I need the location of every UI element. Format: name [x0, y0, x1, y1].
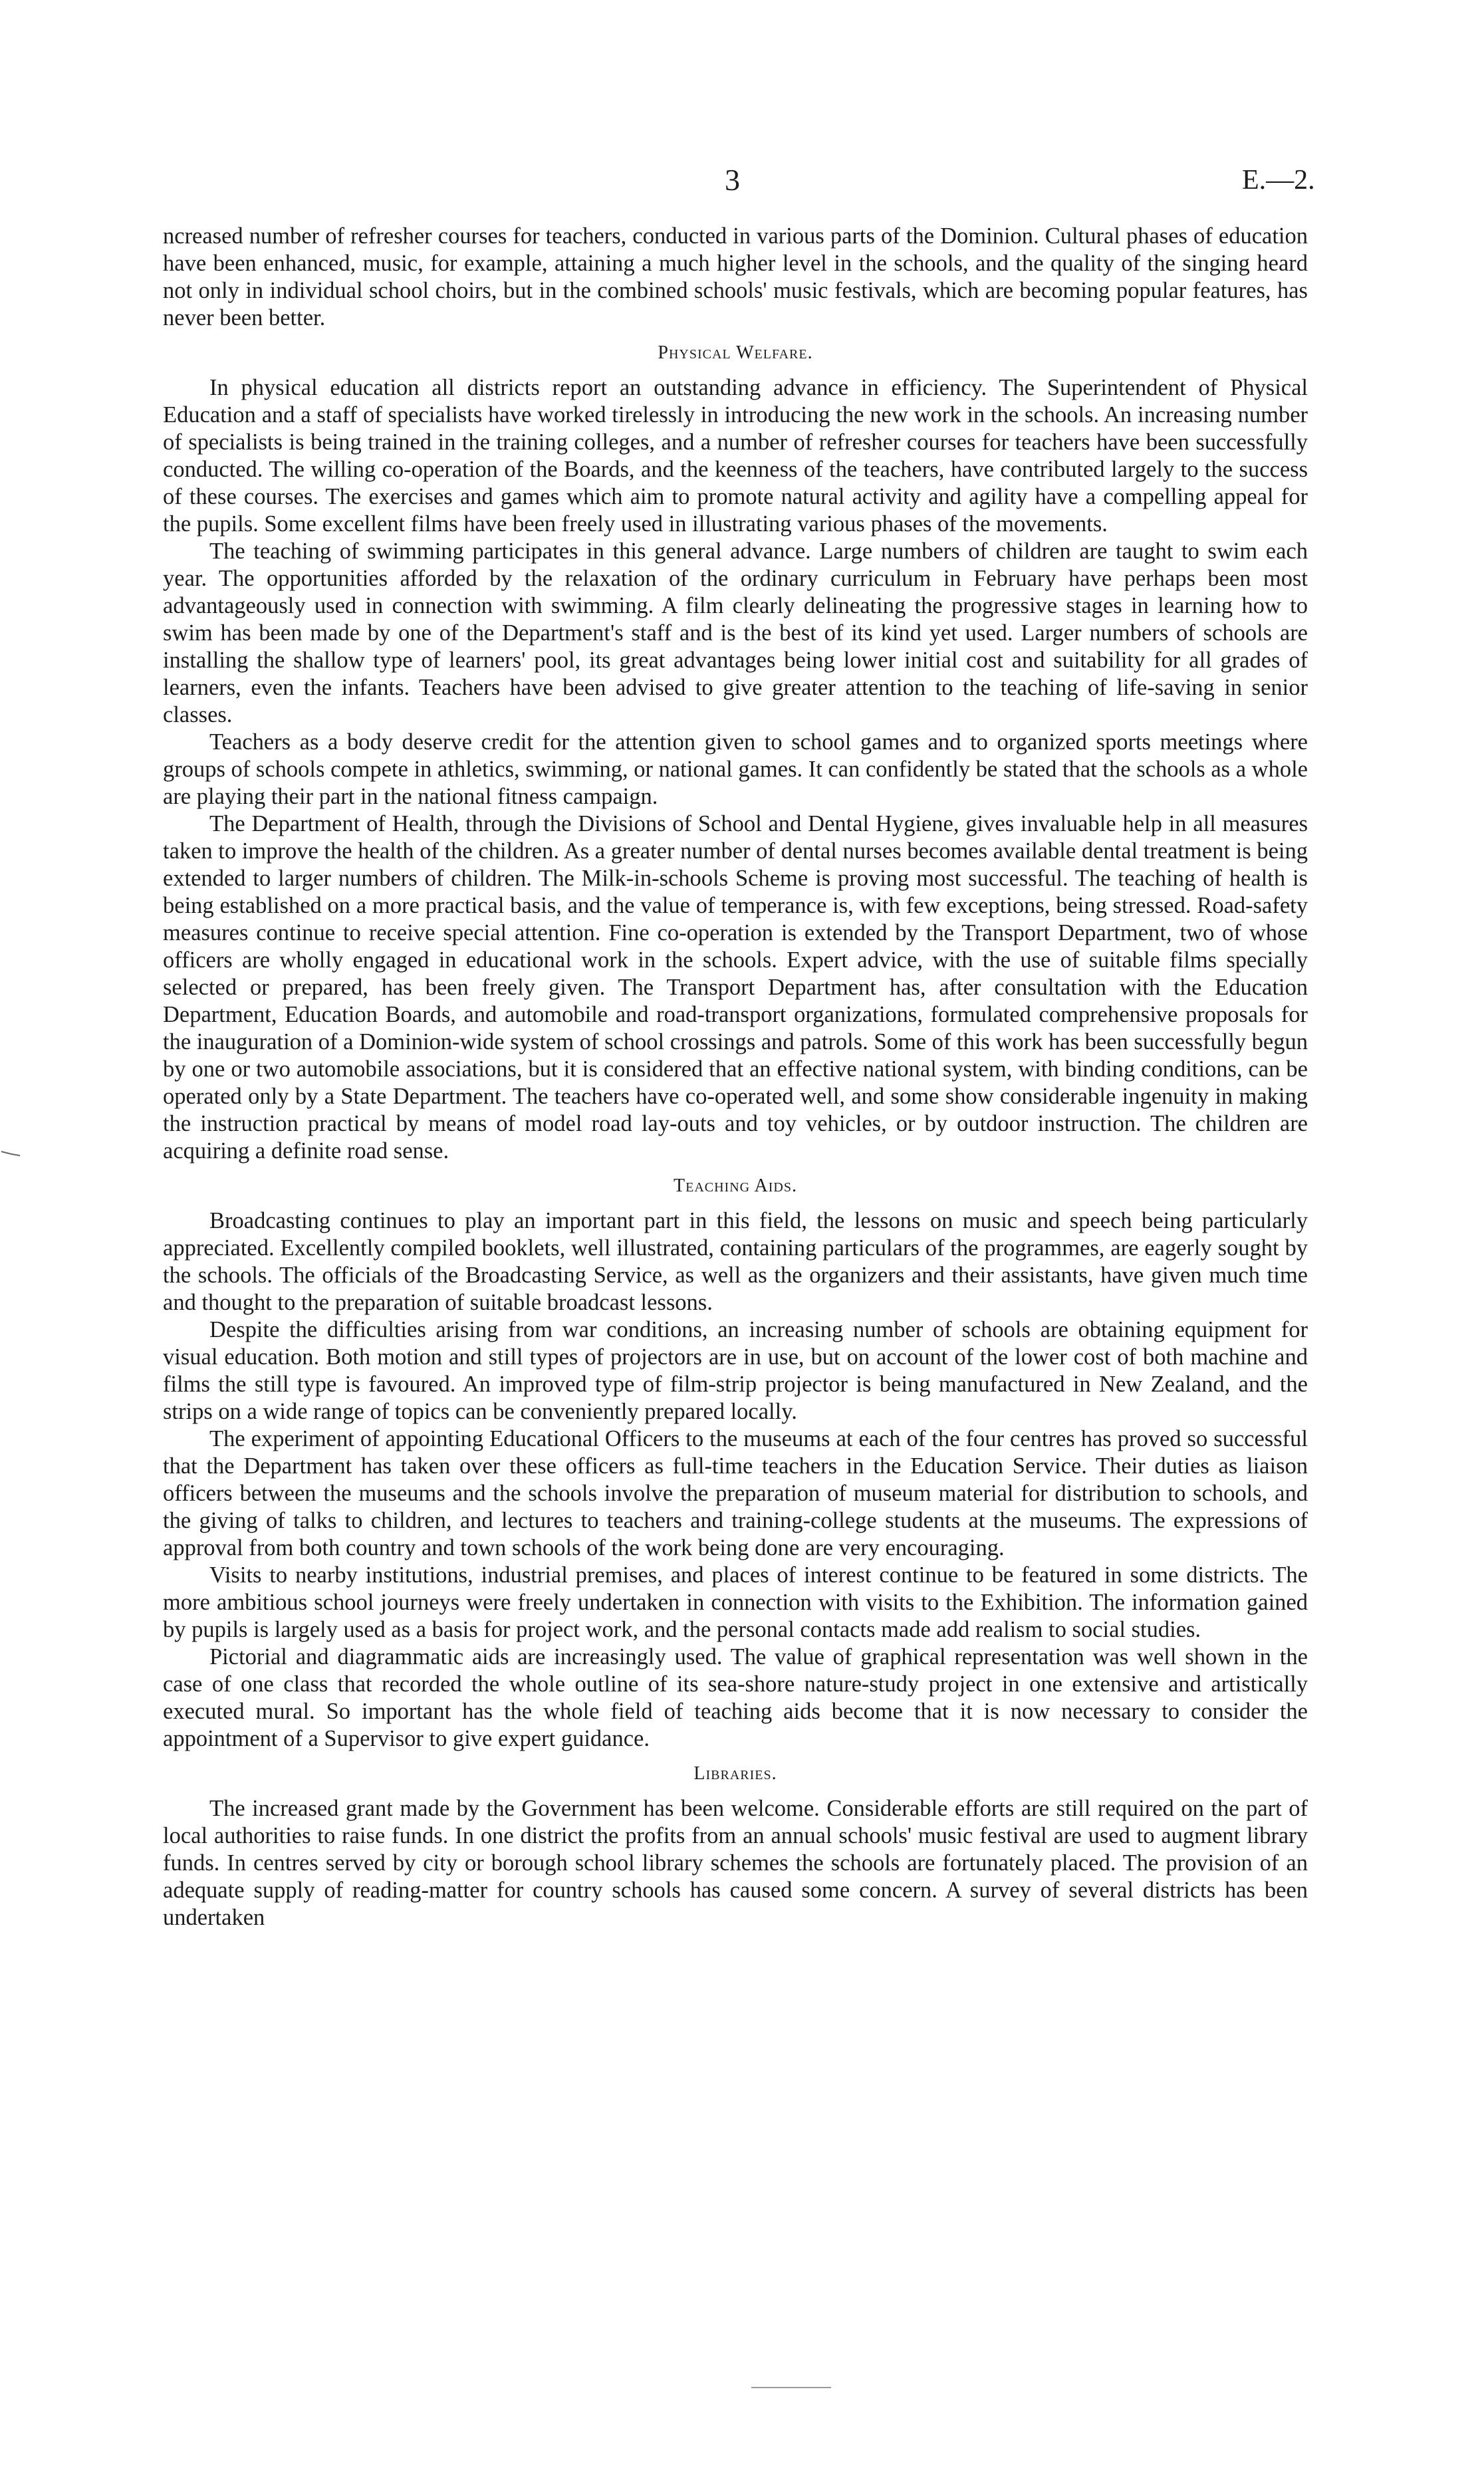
- paragraph: The teaching of swimming participates in this general advance. Large numbers of children are taught to swim each year. The opportunities afforded by the relaxation of the ordinary curriculum in February have perhaps been most advantageously used in connection with swimming. A film clearly delineating the progressive stages in learning how to swim has been made by one of the Department's staff and is the best of its kind yet used. Larger numbers of schools are installing the shallow type of learners' pool, its great advantages being lower initial cost and suitability for all grades of learners, even the infants. Teachers have been advised to give greater attention to the teaching of life-saving in senior classes.: [163, 539, 1308, 727]
- footer-rule: [751, 2387, 831, 2388]
- margin-mark: [0, 1142, 27, 1149]
- section-heading-teaching-aids: Teaching Aids.: [674, 1175, 797, 1196]
- section-heading-libraries: Libraries.: [693, 1763, 777, 1784]
- paragraph: In physical education all districts report an outstanding advance in efficiency. The Superintendent of Physical Education and a staff of specialists have worked tirelessly in introducing the new work in the schools. An increasing number of specialists is being trained in the training colleges, and a number of refresher courses for teachers have been successfully conducted. The willing co-operation of the Boards, and the keenness of the teachers, have contributed largely to the success of these courses. The exercises and games which aim to promote natural activity and agility have a compelling appeal for the pupils. Some excellent films have been freely used in illustrating various phases of the movements.: [163, 375, 1308, 537]
- paragraph: Broadcasting continues to play an important part in this field, the lessons on music and speech being particularly appreciated. Excellently compiled booklets, well illustrated, containing particulars of the programmes, are eagerly sought by the schools. The officials of the Broadcasting Service, as well as the organizers and their assistants, have given much time and thought to the preparation of suitable broadcast lessons.: [163, 1208, 1308, 1315]
- paragraph: Pictorial and diagrammatic aids are increasingly used. The value of graphical representation was well shown in the case of one class that recorded the whole outline of its sea-shore nature-study project in one extensive and artistically executed mural. So important has the whole field of teaching aids become that it is now necessary to consider the appointment of a Supervisor to give expert guidance.: [163, 1644, 1308, 1751]
- document-body: [163, 223, 1308, 1931]
- document-reference: E.—2.: [1242, 165, 1315, 195]
- page-number: 3: [725, 163, 740, 197]
- paragraph: Visits to nearby institutions, industrial premises, and places of interest continue to be featured in some districts. The more ambitious school journeys were freely undertaken in connection with visits to the Exhibition. The information gained by pupils is largely used as a basis for project work, and the personal contacts made add realism to social studies.: [163, 1562, 1308, 1642]
- paragraph: The Department of Health, through the Divisions of School and Dental Hygiene, gives invaluable help in all measures taken to improve the health of the children. As a greater number of dental nurses becomes available dental treatment is being extended to larger numbers of children. The Milk-in-schools Scheme is proving most successful. The teaching of health is being established on a more practical basis, and the value of temperance is, with few exceptions, being stressed. Road-safety measures continue to receive special attention. Fine co-operation is extended by the Transport Department, two of whose officers are wholly engaged in educational work in the schools. Expert advice, with the use of suitable films specially selected or prepared, has been freely given. The Transport Department has, after consultation with the Education Department, Education Boards, and automobile and road-transport organizations, formulated comprehensive proposals for the inauguration of a Dominion-wide system of school crossings and patrols. Some of this work has been successfully begun by one or two automobile associations, but it is considered that an effective national system, with binding conditions, can be operated only by a State Department. The teachers have co-operated well, and some show considerable ingenuity in making the instruction practical by means of model road lay-outs and toy vehicles, or by outdoor instruction. The children are acquiring a definite road sense.: [163, 811, 1308, 1164]
- paragraph: ncreased number of refresher courses for teachers, conducted in various parts of the Dominion. Cultural phases of education have been enhanced, music, for example, attaining a much higher level in the schools, and the quality of the singing heard not only in individual school choirs, but in the combined schools' music festivals, which are becoming popular features, has never been better.: [163, 223, 1308, 330]
- paragraph: Despite the difficulties arising from war conditions, an increasing number of schools are obtaining equipment for visual education. Both motion and still types of projectors are in use, but on account of the lower cost of both machine and films the still type is favoured. An improved type of film-strip projector is being manufactured in New Zealand, and the strips on a wide range of topics can be conveniently prepared locally.: [163, 1317, 1308, 1424]
- paragraph: The experiment of appointing Educational Officers to the museums at each of the four centres has proved so successful that the Department has taken over these officers as full-time teachers in the Education Service. Their duties as liaison officers between the museums and the schools involve the preparation of museum material for distribution to schools, and the giving of talks to children, and lectures to teachers and training-college students at the museums. The expressions of approval from both country and town schools of the work being done are very encouraging.: [163, 1426, 1308, 1560]
- section-heading-physical-welfare: Physical Welfare.: [658, 342, 813, 363]
- paragraph: The increased grant made by the Government has been welcome. Considerable efforts are still required on the part of local authorities to raise funds. In one district the profits from an annual schools' music festival are used to augment library funds. In centres served by city or borough school library schemes the schools are fortunately placed. The provision of an adequate supply of reading-matter for country schools has caused some concern. A survey of several districts has been undertaken: [163, 1796, 1308, 1930]
- paragraph: Teachers as a body deserve credit for the attention given to school games and to organized sports meetings where groups of schools compete in athletics, swimming, or national games. It can confidently be stated that the schools as a whole are playing their part in the national fitness campaign.: [163, 729, 1308, 809]
